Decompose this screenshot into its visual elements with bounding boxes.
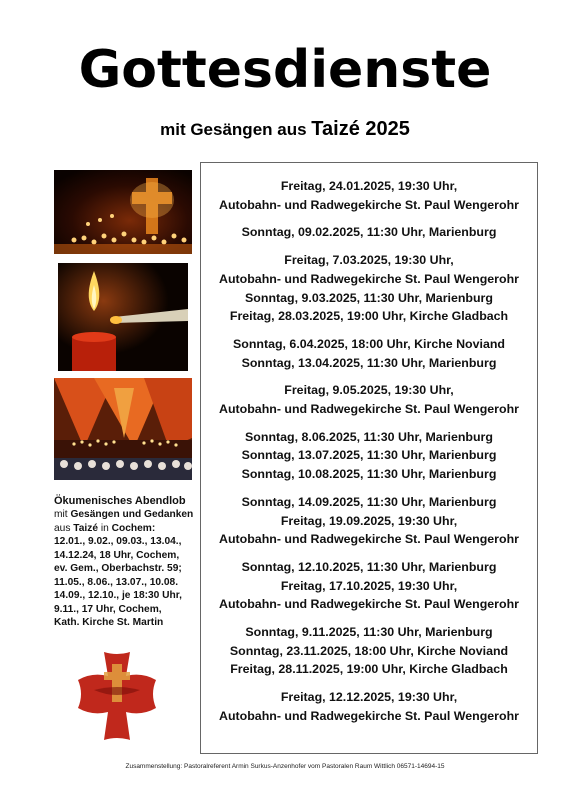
schedule-line: Sonntag, 8.06.2025, 11:30 Uhr, Marienburg [245, 429, 493, 444]
subtitle-prefix: mit Gesängen aus [160, 120, 307, 139]
schedule-line: Sonntag, 12.10.2025, 11:30 Uhr, Marienburg [241, 559, 497, 574]
subtitle-emphasis: Taizé 2025 [311, 118, 410, 140]
schedule-line: Sonntag, 13.07.2025, 11:30 Uhr, Marienburg [241, 448, 497, 463]
schedule-box [200, 162, 538, 754]
schedule-line: Autobahn- und Radwegekirche St. Paul Wengerohr [219, 197, 519, 212]
schedule-line: Freitag, 28.11.2025, 19:00 Uhr, Kirche Gladbach [230, 662, 508, 677]
schedule-line: Sonntag, 13.04.2025, 11:30 Uhr, Marienburg [241, 355, 497, 370]
schedule-line: Sonntag, 09.02.2025, 11:30 Uhr, Marienburg [241, 225, 497, 240]
sidebar-heading: Ökumenisches Abendlob [54, 495, 186, 507]
page-subtitle [0, 118, 570, 141]
schedule-group [201, 688, 537, 725]
schedule-group [201, 623, 537, 679]
schedule-group [201, 493, 537, 549]
schedule-line: Autobahn- und Radwegekirche St. Paul Wengerohr [219, 271, 519, 286]
taize-church-interior-photo [54, 378, 192, 480]
schedule-line: Freitag, 7.03.2025, 19:30 Uhr, [284, 253, 454, 268]
schedule-group [201, 223, 537, 242]
footer-credit: Zusammenstellung: Pastoralreferent Armin Surkus-Anzenhofer vom Pastoralen Raum Wittlich 06571-14694-15 [125, 763, 445, 770]
schedule-line: Freitag, 28.03.2025, 19:00 Uhr, Kirche Gladbach [229, 309, 509, 324]
schedule-line: Sonntag, 9.03.2025, 11:30 Uhr, Marienburg [245, 290, 493, 305]
schedule-line: Freitag, 12.12.2025, 19:30 Uhr, [280, 690, 458, 705]
intro-2: Gesängen und Gedanken [70, 509, 194, 520]
intro-3: aus [54, 522, 71, 534]
schedule-line: Freitag, 17.10.2025, 19:30 Uhr, [280, 578, 458, 593]
sidebar-info [54, 494, 204, 630]
schedule-line: Sonntag, 6.04.2025, 18:00 Uhr, Kirche Noviand [232, 336, 505, 351]
page-title: Gottesdienste [78, 40, 492, 100]
candles-and-taize-cross-photo [54, 170, 192, 254]
intro-5: in [100, 522, 109, 534]
schedule-line: Sonntag, 9.11.2025, 11:30 Uhr, Marienburg [245, 625, 493, 640]
single-candle-photo [58, 263, 188, 371]
schedule-line: Autobahn- und Radwegekirche St. Paul Wengerohr [219, 597, 519, 612]
schedule-line: Freitag, 9.05.2025, 19:30 Uhr, [284, 383, 454, 398]
taize-cross-icon [76, 650, 158, 742]
schedule-line: Autobahn- und Radwegekirche St. Paul Wengerohr [219, 532, 519, 547]
schedule-line: Autobahn- und Radwegekirche St. Paul Wengerohr [219, 402, 519, 417]
schedule-line: Autobahn- und Radwegekirche St. Paul Wengerohr [219, 708, 519, 723]
intro-4: Taizé [73, 522, 99, 534]
schedule-group [201, 335, 537, 372]
schedule-group [201, 251, 537, 326]
sidebar-dates: 12.01., 9.02., 09.03., 13.04., 14.12.24, 18 Uhr, Cochem, ev. Gem., Oberbachstr. 59; 11.05., 8.06., 13.07., 10.08. 14.09., 12.10., je 18:30 Uhr, 9.11., 17 Uhr, Cochem, Kath. Kirche St. Martin [54, 536, 182, 628]
schedule-group [201, 558, 537, 614]
schedule-group [201, 177, 537, 214]
schedule-line: Sonntag, 14.09.2025, 11:30 Uhr, Marienburg [241, 494, 497, 509]
sidebar-intro [54, 508, 204, 535]
schedule-line: Freitag, 24.01.2025, 19:30 Uhr, [280, 179, 458, 193]
schedule-group [201, 381, 537, 418]
intro-6: Cochem: [111, 522, 156, 534]
schedule-line: Sonntag, 10.08.2025, 11:30 Uhr, Marienburg [241, 467, 497, 482]
schedule-group [201, 428, 537, 484]
intro-1: mit [54, 509, 68, 520]
schedule-line: Sonntag, 23.11.2025, 18:00 Uhr, Kirche Noviand [229, 643, 509, 658]
schedule-line: Freitag, 19.09.2025, 19:30 Uhr, [280, 513, 458, 528]
